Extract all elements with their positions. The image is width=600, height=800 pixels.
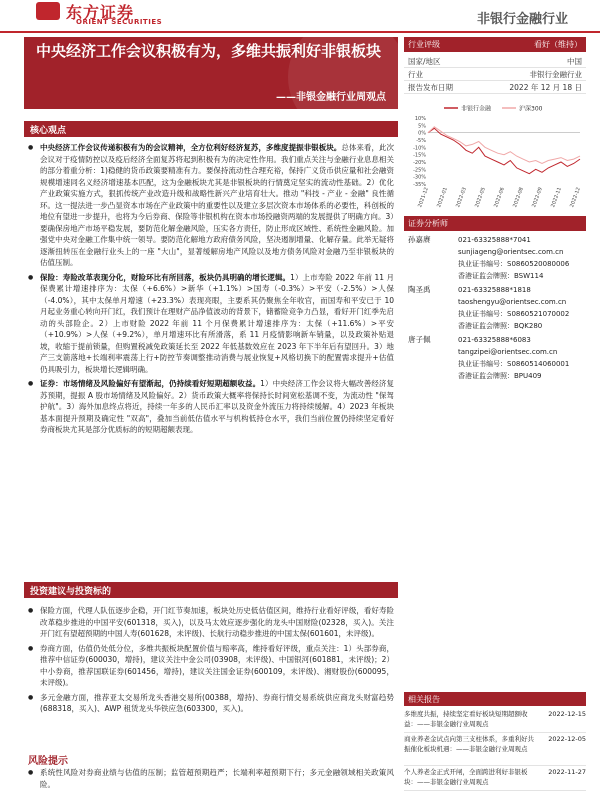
related-report[interactable] xyxy=(404,735,586,766)
analyst-info xyxy=(458,234,586,282)
related-report-date: 2022-12-05 xyxy=(548,735,586,743)
y-tick-label: -15% xyxy=(413,152,426,159)
report-banner xyxy=(24,37,398,109)
y-tick-label: -35% xyxy=(413,182,426,188)
core-point-lead: 保险：寿险改革表现分化，财险环比有所回落，板块仍具明确的增长逻辑。 xyxy=(40,272,291,282)
analyst-email[interactable]: tangzipei@orientsec.com.cn xyxy=(458,348,558,356)
analyst-name: 陶圣禹 xyxy=(408,285,431,294)
analyst-phone: 021-63325888*7041 xyxy=(458,236,531,244)
header-divider xyxy=(0,31,600,33)
analyst-hk-license: 香港证监会牌照：BQK280 xyxy=(458,322,543,330)
y-tick-label: -20% xyxy=(413,160,426,166)
info-value: 2022 年 12 月 18 日 xyxy=(509,83,582,92)
info-value: 非银行金融行业 xyxy=(529,70,582,79)
rating-box xyxy=(404,37,586,52)
series-line xyxy=(428,128,580,173)
related-report-title[interactable]: 商业养老金试点向第三支柱体系，多重利好共振催化板块机遇：——非银金融行业周观点 xyxy=(404,735,534,753)
related-header-title: 相关报告 xyxy=(408,695,440,704)
analyst-header-title: 证券分析师 xyxy=(408,219,448,228)
logo-subtitle: ORIENT SECURITIES xyxy=(76,18,163,26)
y-tick-label: 10% xyxy=(414,116,426,122)
advice-point-text: 保险方面，代理人队伍逐步企稳，开门红节奏加速，板块处历史低估值区间，维持行业看好评级，看好寿险改革稳步推进的中国平安(601318，买入)，以及马太效应逐步强化的龙头中国财险(02328，买入)。关注开门红有望超预期的中国人寿(601628，未评级)、长航行动稳步推进的中国太保(601601，未评级)。 xyxy=(40,606,394,638)
analyst-email[interactable]: taoshengyu@orientsec.com.cn xyxy=(458,298,567,306)
analyst-license: 执业证书编号：S0860521070002 xyxy=(458,310,570,318)
analyst-card xyxy=(404,334,586,392)
related-report-date: 2022-12-15 xyxy=(548,710,586,718)
related-report-date: 2022-11-27 xyxy=(548,768,586,776)
risk-point-text: 系统性风险对券商业绩与估值的压制；监管超预期趋严；长端利率超预期下行；多元金融领域相关政策风险。 xyxy=(40,768,394,789)
section-advice xyxy=(24,582,398,598)
performance-chart xyxy=(404,102,586,212)
rating-value: 看好（维持） xyxy=(534,40,582,49)
advice-point xyxy=(28,643,394,689)
advice-point-text: 券商方面，估值仍处低分位，多维共振板块配置价值与赔率高，维持看好评级，重点关注：1）头部券商，推荐中信证券(600030，增持)，建议关注中金公司(03908，未评级)、中国银河(601881，未评级)；2）中小券商，推荐国联证券(601456，增持)，建议关注国金证券(600109，未评级)、湘财股份(600095，未评级)。 xyxy=(40,643,394,687)
core-points xyxy=(28,142,394,439)
related-header xyxy=(404,692,586,706)
advice-point-text: 多元金融方面，推荐亚太交易所龙头香港交易所(00388，增持)、券商行情交易系统供应商龙头财富趋势(688318，买入)、AWP 租赁龙头华铁应急(603300，买入)。 xyxy=(40,692,394,713)
risk-points xyxy=(28,767,394,793)
analyst-hk-license: 香港证监会牌照：BSW114 xyxy=(458,272,544,280)
related-report[interactable] xyxy=(404,710,586,733)
risk-point xyxy=(28,767,394,790)
advice-points xyxy=(28,605,394,718)
y-tick-label: -30% xyxy=(413,174,426,181)
info-row-industry xyxy=(404,68,586,81)
analyst-phone: 021-63325888*1818 xyxy=(458,286,531,294)
core-point xyxy=(28,272,394,376)
info-row-date xyxy=(404,81,586,94)
rating-label: 行业评级 xyxy=(408,40,440,49)
x-tick-label: 2022-03 xyxy=(455,186,468,209)
advice-point xyxy=(28,605,394,640)
performance-chart-svg xyxy=(404,102,586,212)
y-tick-label: 0% xyxy=(418,130,426,137)
page-header xyxy=(0,0,600,32)
x-tick-label: 2022-01 xyxy=(436,186,449,209)
analyst-license: 执业证书编号：S0860514060001 xyxy=(458,360,570,368)
x-tick-label: 2022-05 xyxy=(474,186,487,209)
info-key: 行业 xyxy=(408,70,423,79)
y-tick-label: 5% xyxy=(418,123,426,130)
info-key: 国家/地区 xyxy=(408,57,441,66)
core-point-lead: 中央经济工作会议传递积极有为的会议精神，全方位利好经济复苏，多维度提振非银板块。 xyxy=(40,143,342,152)
x-tick-label: 2022-12 xyxy=(569,186,582,209)
related-report[interactable] xyxy=(404,768,586,791)
core-point-lead: 证券：市场情绪及风险偏好有望渐起，仍持续看好短期超额收益。 xyxy=(40,379,261,388)
x-tick-label: 2021-12 xyxy=(417,186,430,209)
analyst-info xyxy=(458,334,586,382)
y-tick-label: -5% xyxy=(416,138,426,144)
core-point xyxy=(28,378,394,436)
logo-mark-icon xyxy=(36,2,60,20)
related-report-title[interactable]: 多维度共振，持续坚定看好板块短期超额收益：——非银金融行业周观点 xyxy=(404,710,528,728)
section-core-title: 核心观点 xyxy=(30,126,67,136)
analyst-info xyxy=(458,284,586,332)
y-tick-label: -10% xyxy=(413,145,426,152)
analyst-name: 孙嘉赓 xyxy=(408,235,431,244)
y-tick-label: -25% xyxy=(413,167,426,174)
analyst-phone: 021-63325888*6083 xyxy=(458,336,531,344)
analyst-license: 执业证书编号：S0860520080006 xyxy=(458,260,570,268)
section-core xyxy=(24,121,398,137)
series-line xyxy=(428,127,580,164)
core-point xyxy=(28,142,394,269)
report-title: 中央经济工作会议积极有为，多维共振利好非银板块 xyxy=(36,42,382,60)
section-advice-title: 投资建议与投资标的 xyxy=(30,587,112,597)
risk-title: 风险提示 xyxy=(28,756,68,767)
related-report-title[interactable]: 个人养老金正式开闸，全面跨进利好非银板块：——非银金融行业周观点 xyxy=(404,768,528,786)
analyst-header xyxy=(404,216,586,231)
advice-point xyxy=(28,692,394,715)
report-subtitle: ——非银金融行业周观点 xyxy=(276,92,386,103)
x-tick-label: 2022-09 xyxy=(531,186,544,209)
x-tick-label: 2022-11 xyxy=(550,186,563,209)
core-point-text: 1）中央经济工作会议将大幅改善经济复苏预期，提振 A 股市场情绪及风险偏好。2）货币政策大概率将保持长时间宽松基调不变，为流动性 "保驾护航"。3）海外加息终点将近，持续一年多的人民币汇率以及资金外流压力将持续缓解。4）2023 年板块基本面提升预期及确定性 "双高"，叠加当前低估值水平与机构低持仓水平，我们当前位置仍持续坚定看好券商板块尤其是部分优质标的的短期超额表现。 xyxy=(40,379,395,434)
info-value: 中国 xyxy=(567,57,582,66)
core-point-text: 总体来看，此次会议对于疫情防控以及疫后经济全面复苏将起到积极有为的决定性作用。我们重点关注与金融行业息息相关的部分着重分析：1)稳健的货币政策要精准有力。要保持流动性合理充裕，保持广义货币供应量和社会融资规模增速同名义经济增速基本匹配，这为金融板块尤其是非银板块的行情奠定坚实的流动性基础。2）优化产业政策实施方式，狠抓传统产业改造升级和战略性新兴产业培育壮大。推动 "科技 - 产业 - 金融" 良性循环。这一提法进一步凸显资本市场在产业政策中的重要性以及建立多层次资本市场体系的必要性，科创板的地位有望进一步提升，也将为今后券商、保险等非银机构在资本市场投融资两端的发展提供了明确方向。3）要确保房地产市场平稳发展，要防范化解金融风险，压实各方责任，防止形成区域性、系统性金融风险。加强党中央对金融工作集中统一领导。要防范化解地方政府债务风险，坚决遏制增量、化解存量。此举无疑将逐渐扭转压在金融行业头上的一座 "大山"，显著缓解房地产风险以及地方债务风险对金融乃至非银板块的估值压制。 xyxy=(40,143,395,267)
info-key: 报告发布日期 xyxy=(408,83,453,92)
x-tick-label: 2022-08 xyxy=(512,186,525,209)
legend-label: 非银行金融 xyxy=(461,105,492,113)
analyst-email[interactable]: sunjiageng@orientsec.com.cn xyxy=(458,248,564,256)
analyst-name: 唐子佩 xyxy=(408,335,431,344)
analyst-hk-license: 香港证监会牌照：BPU409 xyxy=(458,372,542,380)
core-point-text: 1）上市寿险 2022 年前 11 月保费累计增速排序为：太保（+6.6%）>新华（+1.1%）>国寿（-0.3%）>平安（-2.5%）>人保（-4.0%），其中太保单月增速（+23.3%）表现亮眼，主要系其仍聚焦全年收官，而国寿和平安已于 10 月起业务重心转向开门红，我们预计在理财产品净值波动的背景下，储蓄险竞争力凸显，看好开门红季先启动的头部险企。2）上市财险 2022 年前 11 个月保费累计增速排序为：太保（+11.6%）>平安（+10.9%）>人保（+9.2%），单月增速环比有所滑落，系 11 月疫情影响新车销量，以及政策补贴退坡，收缩于提前锁量，但购置税减免政策延长至 2022 年低基数效应在 2023 年下半年后有望回升。3）地产三支箭落地+长端利率震荡上行+防控节奏调整推动消费与展业恢复+风格切换下的配置需求提升+估值仍具吸引力，板块增长逻辑明确。 xyxy=(40,272,394,374)
industry-tag: 非银行金融行业 xyxy=(476,12,568,27)
x-tick-label: 2022-06 xyxy=(493,186,506,209)
info-row-region xyxy=(404,55,586,68)
legend-label: 沪深300 xyxy=(519,105,543,113)
logo-text: 东方证券 xyxy=(66,2,135,22)
